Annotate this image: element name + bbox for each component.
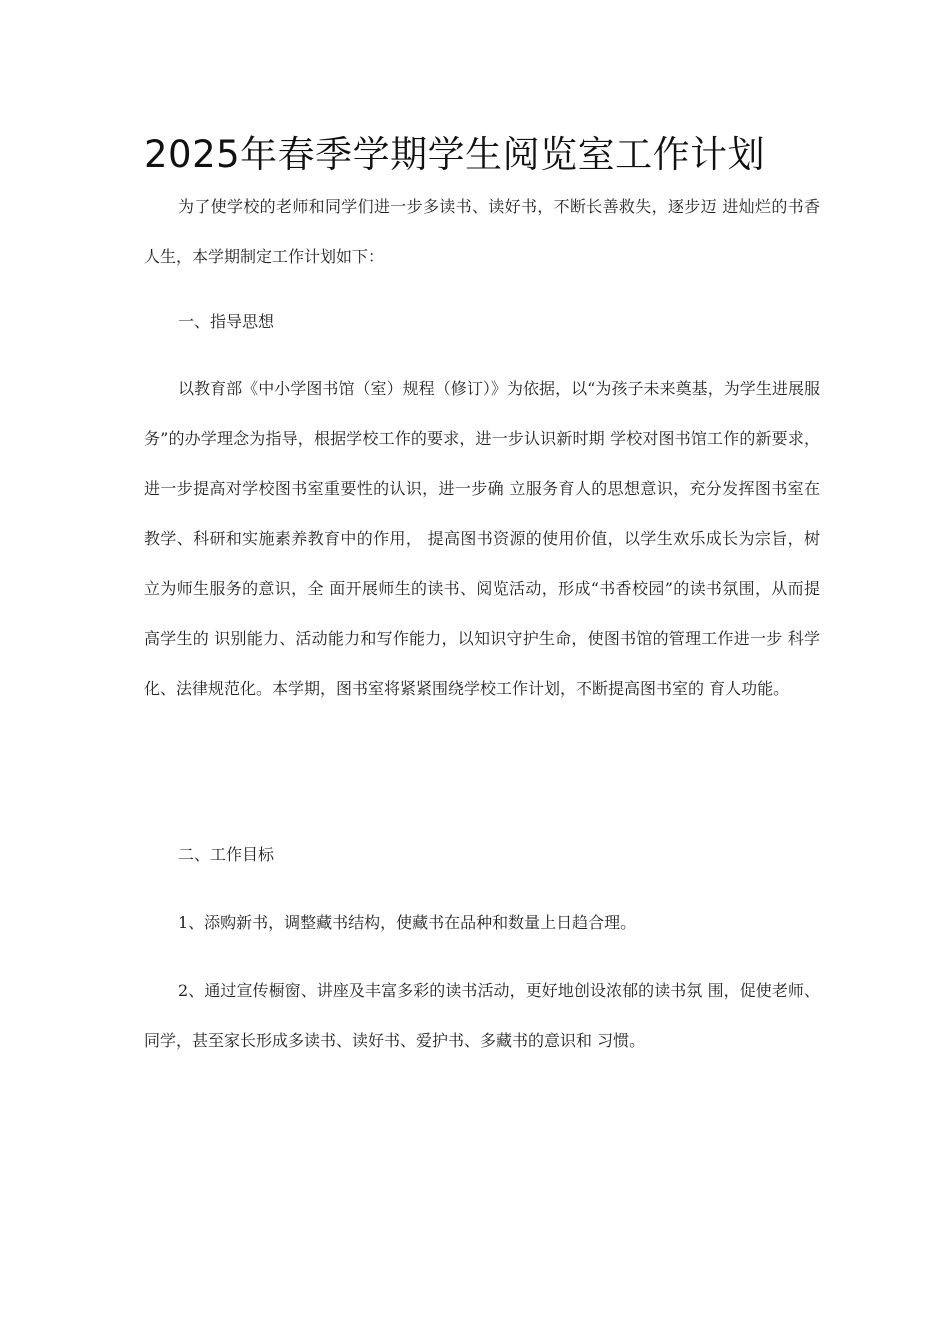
work-goal-item-2: 2、通过宣传橱窗、讲座及丰富多彩的读书活动，更好地创设浓郁的读书氛 围，促使老师、同学，甚至家长形成多读书、读好书、爱护书、多藏书的意识和 习惯。 xyxy=(144,981,820,1050)
section-heading-work-goals: 二、工作目标 xyxy=(178,845,275,864)
intro-paragraph: 为了使学校的老师和同学们进一步多读书、读好书，不断长善救失，逐步迈 进灿烂的书香人生，本学期制定工作计划如下： xyxy=(144,197,820,266)
guiding-ideology-paragraph: 以教育部《中小学图书馆（室）规程（修订）》为依据，以“为孩子未来奠基，为学生进展服务”的办学理念为指导，根据学校工作的要求，进一步认识新时期 学校对图书馆工作的新要求，进一步提高对学校图书室重要性的认识，进一步确 立服务育人的思想意识，充分发挥图书室在教学、科研和实施素养教育中的作用， 提高图书资源的使用价值，以学生欢乐成长为宗旨，树立为师生服务的意识，全 面开展师生的读书、阅览活动，形成“书香校园”的读书氛围，从而提高学生的 识别能力、活动能力和写作能力，以知识守护生命，使图书馆的管理工作进一步 科学化、法律规范化。本学期，图书室将紧紧围绕学校工作计划，不断提高图书室的 育人功能。 xyxy=(144,379,820,698)
section-heading-guiding-ideology: 一、指导思想 xyxy=(178,312,275,331)
document-title: 2025年春季学期学生阅览室工作计划 xyxy=(144,132,766,176)
work-goal-item-1: 1、添购新书，调整藏书结构，使藏书在品种和数量上日趋合理。 xyxy=(178,913,637,932)
